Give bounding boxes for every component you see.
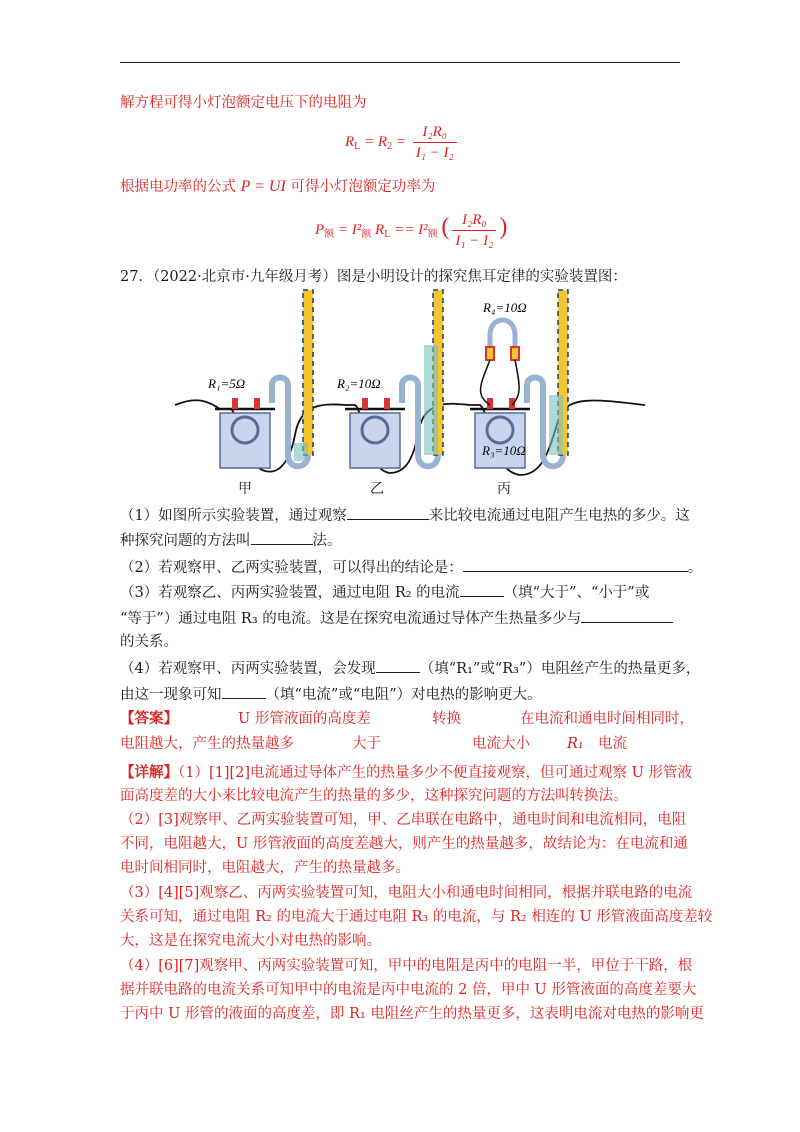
formula-power: $P_额 = I^2_额$ $R_L == I^2_额$ ( $\frac{\text{I₂R₀}}{\text{I₁ − I₂}}$ ) (315, 212, 508, 249)
detail-2-line-3: 电时间相同时，电阻越大，产生的热量越多。 (120, 860, 410, 876)
question-27-title: 27．（2022·北京市·九年级月考）图是小明设计的探究焦耳定律的实验装置图： (120, 269, 627, 285)
label-r3: R₃=10Ω (482, 443, 526, 458)
question-3-line-2: “等于”）通过电阻 R₃ 的电流。这是在探究电流通过导体产生热量多少与 (120, 608, 685, 629)
detail-3-line-1: （3）[4][5]观察乙、丙两实验装置可知，电阻大小和通电时间相同，根据并联电路的电流 (120, 885, 693, 901)
question-3-line-3: 的关系。 (120, 634, 178, 650)
figure-label-c: 丙 (497, 481, 511, 497)
detail-4-line-3: 于丙中 U 形管的液面的高度差，即 R₁ 电阻丝产生的热量更多，这表明电流对电热的影响更 (120, 1006, 704, 1022)
detail-1-line-2: 面高度差的大小来比较电流产生的热量的多少，这种探究问题的方法叫转换法。 (120, 788, 628, 804)
detail-4-line-1: （4）[6][7]观察甲、丙两实验装置可知，甲中的电阻是丙中的电阻一半，甲位于干路，根 (120, 958, 693, 974)
answer-line-2: 电阻越大，产生的热量越多 大于 电流大小 R₁ 电流 (120, 736, 627, 752)
detail-2-line-1: （2）[3]观察甲、乙两实验装置可知，甲、乙串联在电路中，通电时间和电流相同，电阻 (120, 812, 687, 828)
figure-label-b: 乙 (370, 481, 384, 497)
apparatus-c (470, 290, 568, 468)
detail-1-line-1: 【详解】（1）[1][2]电流通过导体产生的热量多少不便直接观察，但可通过观察 U 形管液 (120, 764, 692, 781)
header-rule (120, 62, 680, 63)
detail-3-line-2: 关系可知，通过电阻 R₂ 的电流大于通过电阻 R₃ 的电流，与 R₂ 相连的 U 形管液面高度差较 (120, 909, 713, 925)
figure-label-a: 甲 (238, 481, 252, 497)
label-r4: R₄=10Ω (483, 300, 527, 315)
label-r2: R₂=10Ω (337, 376, 381, 391)
detail-4-line-2: 据并联电路的电流关系可知甲中的电流是丙中电流的 2 倍，甲中 U 形管液面的高度差要大 (120, 982, 697, 998)
joule-law-apparatus-figure (170, 285, 650, 505)
formula-resistance: $R_L = R_2$ = $\frac{\text{I₂R₀}}{\text{I₁ − I₂}}$ (345, 122, 460, 163)
question-2: （2）若观察甲、乙两实验装置，可以得出的结论是： 。 (120, 557, 685, 578)
detail-3-line-3: 大，这是在探究电流大小对电热的影响。 (120, 933, 381, 949)
question-4-line-2: 由这一现象可知 （填“电流”或“电阻”）对电热的影响更大。 (120, 684, 685, 705)
question-3-line-1: （3）若观察乙、丙两实验装置，通过电阻 R₂ 的电流 （填“大于”、“小于”或 (120, 582, 685, 603)
intro-line-1: 解方程可得小灯泡额定电压下的电阻为 (120, 95, 367, 111)
intro-line-2: 根据电功率的公式 P = UI 可得小灯泡额定功率为 (120, 178, 436, 195)
answer-line-1: 【答案】 U 形管液面的高度差 转换 在电流和通电时间相同时， (120, 710, 694, 727)
question-1-line-2: 种探究问题的方法叫 法。 (120, 530, 685, 551)
question-4-line-1: （4）若观察甲、丙两实验装置，会发现 （填“R₁”或“R₃”）电阻丝产生的热量更多， (120, 658, 685, 679)
question-1-line-1: （1）如图所示实验装置，通过观察 来比较电流通过电阻产生电热的多少。这 (120, 505, 685, 526)
detail-2-line-2: 不同，电阻越大，U 形管液面的高度差越大，则产生的热量越多，故结论为：在电流和通 (120, 836, 688, 852)
label-r1: R₁=5Ω (208, 376, 246, 391)
